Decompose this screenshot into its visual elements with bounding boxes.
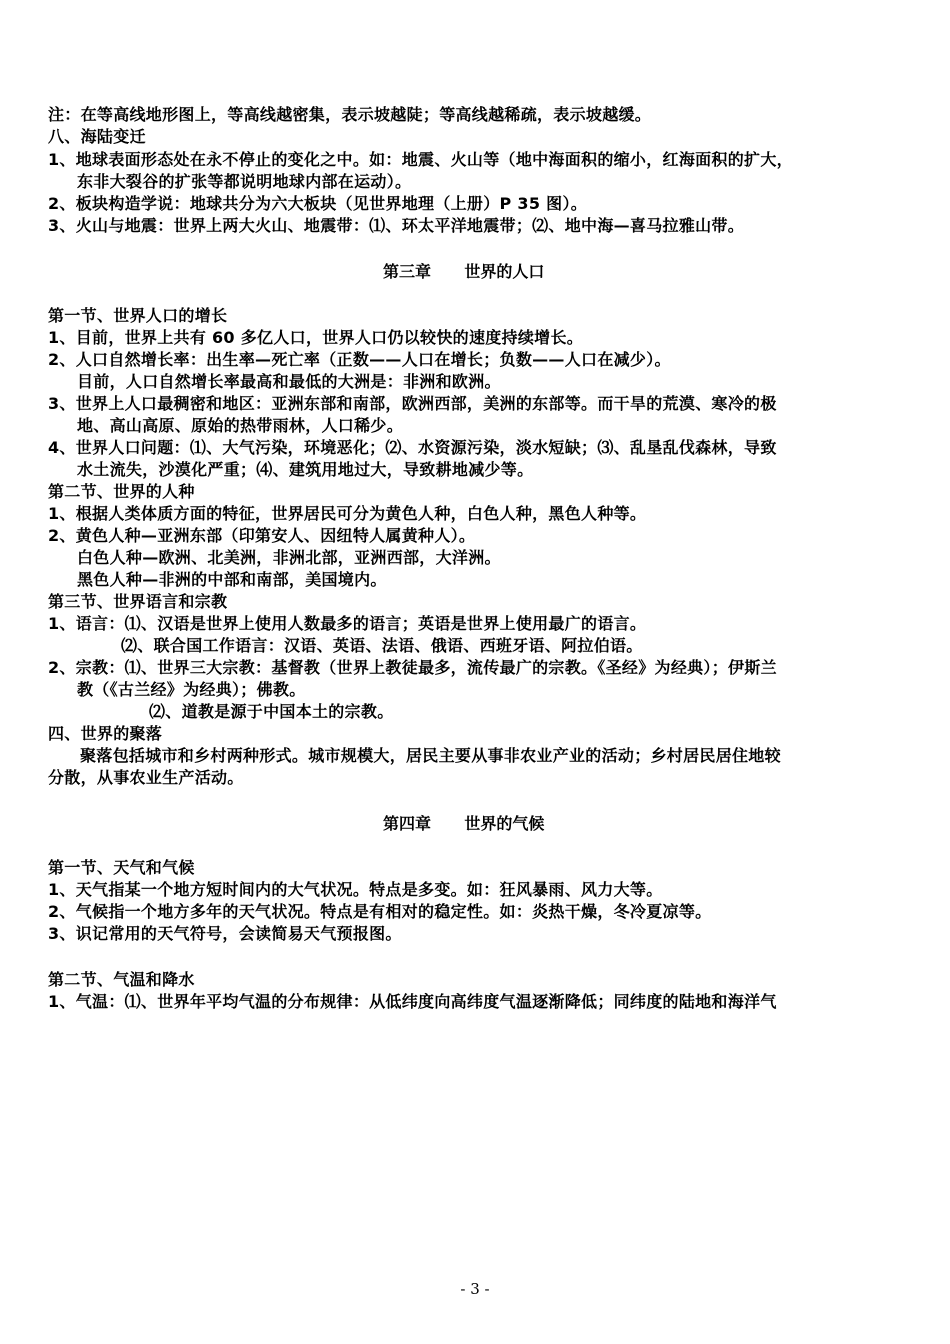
text-line: 2、气候指一个地方多年的天气状况。特点是有相对的稳定性。如：炎热干燥，冬冷夏凉等。: [48, 902, 712, 921]
text-line: 黑色人种—非洲的中部和南部，美国境内。: [77, 570, 387, 589]
text-line: 3、世界上人口最稠密和地区：亚洲东部和南部，欧洲西部，美洲的东部等。而干旱的荒漠、寒冷的极: [48, 394, 777, 413]
text-line: 1、目前，世界上共有 60 多亿人口，世界人口仍以较快的速度持续增长。: [48, 328, 584, 347]
text-line: 东非大裂谷的扩张等都说明地球内部在运动）。: [77, 172, 412, 191]
text-line: 2、板块构造学说：地球共分为六大板块（见世界地理（上册）P 35 图）。: [48, 194, 588, 213]
text-line: 八、海陆变迁: [48, 127, 146, 146]
text-line: 第二节、气温和降水: [48, 970, 195, 989]
text-line: 地、高山高原、原始的热带雨林，人口稀少。: [77, 416, 404, 435]
text-line: 4、世界人口问题：⑴、大气污染，环境恶化；⑵、水资源污染，淡水短缺；⑶、乱垦乱伐森林，导致: [48, 438, 777, 457]
text-line: 1、根据人类体质方面的特征，世界居民可分为黄色人种，白色人种，黑色人种等。: [48, 504, 647, 523]
text-line: 1、语言：⑴、汉语是世界上使用人数最多的语言；英语是世界上使用最广的语言。: [48, 614, 647, 633]
text-line: 第二节、世界的人种: [48, 482, 195, 501]
text-line: ⑵、联合国工作语言：汉语、英语、法语、俄语、西班牙语、阿拉伯语。: [121, 636, 643, 655]
text-line: 3、识记常用的天气符号，会读简易天气预报图。: [48, 924, 402, 943]
text-line: 第一节、天气和气候: [48, 858, 195, 877]
text-line: 四、世界的聚落: [48, 724, 163, 743]
text-line: 1、天气指某一个地方短时间内的大气状况。特点是多变。如：狂风暴雨、风力大等。: [48, 880, 663, 899]
page-number: - 3 -: [460, 1280, 490, 1298]
text-line: 聚落包括城市和乡村两种形式。城市规模大，居民主要从事非农业产业的活动；乡村居民居住地较: [80, 746, 781, 765]
chapter-4-title: 第四章 世界的气候: [383, 814, 545, 833]
text-line: 第三节、世界语言和宗教: [48, 592, 228, 611]
text-line: 1、地球表面形态处在永不停止的变化之中。如：地震、火山等（地中海面积的缩小，红海面积的扩大，: [48, 150, 793, 169]
text-line: 注：在等高线地形图上，等高线越密集，表示坡越陡；等高线越稀疏，表示坡越缓。: [48, 105, 652, 124]
text-line: 3、火山与地震：世界上两大火山、地震带：⑴、环太平洋地震带；⑵、地中海—喜马拉雅山带。: [48, 216, 745, 235]
text-line: 1、气温：⑴、世界年平均气温的分布规律：从低纬度向高纬度气温逐渐降低；同纬度的陆地和海洋气: [48, 992, 777, 1011]
text-line: 目前，人口自然增长率最高和最低的大洲是：非洲和欧洲。: [77, 372, 501, 391]
text-line: 2、宗教：⑴、世界三大宗教：基督教（世界上教徒最多，流传最广的宗教。《圣经》为经典）；伊斯兰: [48, 658, 777, 677]
text-line: 水土流失，沙漠化严重；⑷、建筑用地过大，导致耕地减少等。: [77, 460, 534, 479]
text-line: ⑵、道教是源于中国本土的宗教。: [149, 702, 394, 721]
text-line: 教（《古兰经》为经典）；佛教。: [77, 680, 306, 699]
chapter-3-title: 第三章 世界的人口: [383, 262, 545, 281]
text-line: 第一节、世界人口的增长: [48, 306, 228, 325]
text-line: 白色人种—欧洲、北美洲，非洲北部，亚洲西部，大洋洲。: [77, 548, 501, 567]
text-line: 2、人口自然增长率：出生率—死亡率（正数——人口在增长；负数——人口在减少）。: [48, 350, 671, 369]
text-line: 2、黄色人种—亚洲东部（印第安人、因纽特人属黄种人）。: [48, 526, 476, 545]
text-line: 分散，从事农业生产活动。: [48, 768, 244, 787]
